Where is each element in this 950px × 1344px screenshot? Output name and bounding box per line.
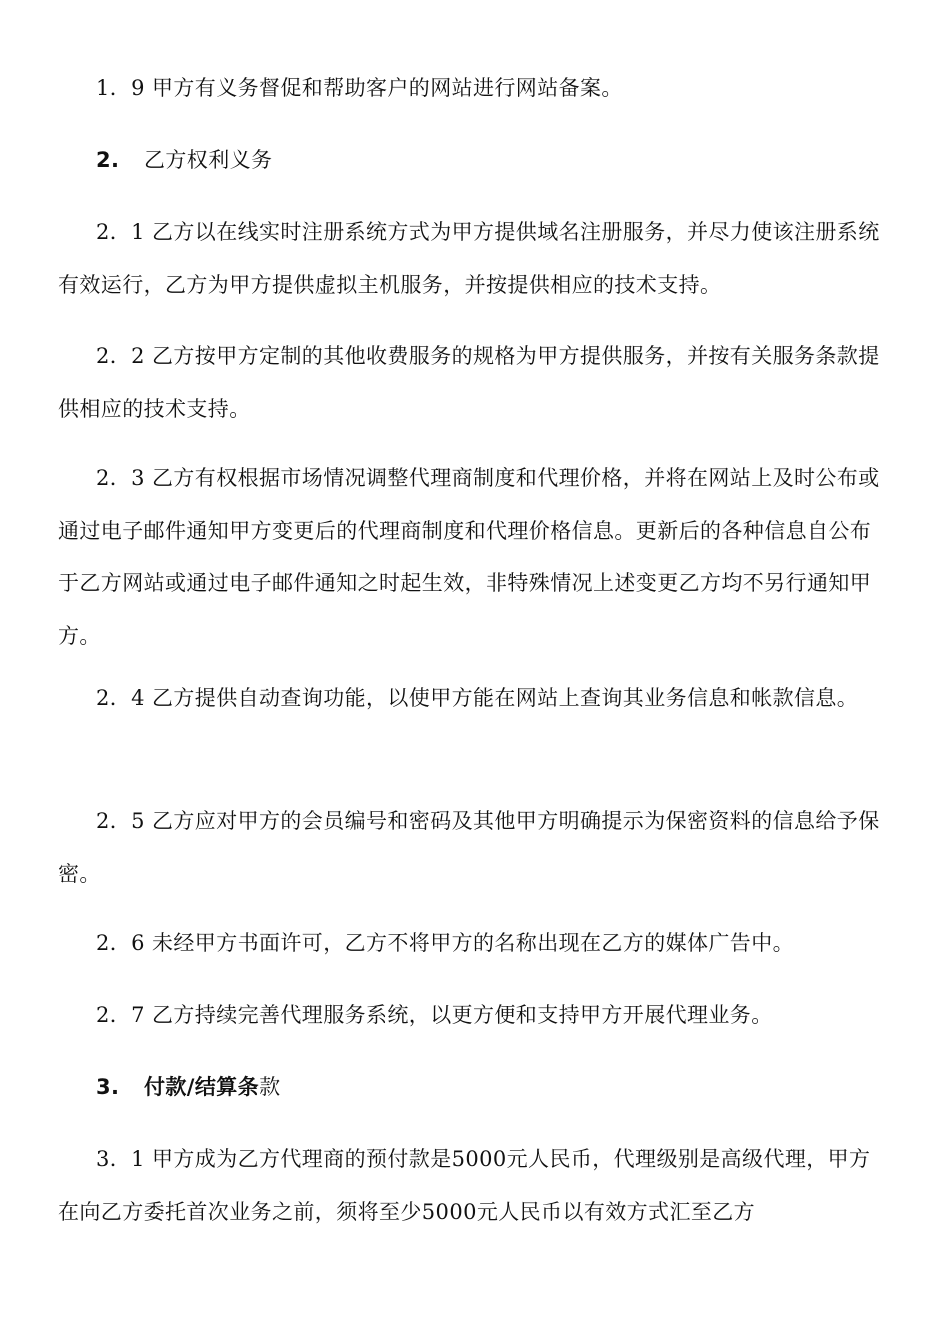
section-2-number: 2. bbox=[96, 148, 120, 172]
clause-2-4: 2．4 乙方提供自动查询功能，以使甲方能在网站上查询其业务信息和帐款信息。 bbox=[96, 686, 859, 710]
clause-2-1: 2．1 乙方以在线实时注册系统方式为甲方提供域名注册服务，并尽力使该注册系统有效运行，乙方为甲方提供虚拟主机服务，并按提供相应的技术支持。 bbox=[58, 220, 880, 297]
clause-2-2: 2．2 乙方按甲方定制的其他收费服务的规格为甲方提供服务，并按有关服务条款提供相应的技术支持。 bbox=[58, 344, 880, 421]
clause-3-1: 3．1 甲方成为乙方代理商的预付款是5000元人民币，代理级别是高级代理，甲方在向乙方委托首次业务之前，须将至少5000元人民币以有效方式汇至乙方 bbox=[58, 1147, 871, 1224]
clause-2-5: 2．5 乙方应对甲方的会员编号和密码及其他甲方明确提示为保密资料的信息给予保密。 bbox=[58, 809, 880, 886]
section-3-heading bbox=[96, 1061, 280, 1114]
section-2-title: 乙方权利义务 bbox=[144, 148, 273, 172]
section-3-number: 3. bbox=[96, 1075, 120, 1099]
clause-1-9: 1．9 甲方有义务督促和帮助客户的网站进行网站备案。 bbox=[96, 76, 623, 100]
clause-2-7: 2．7 乙方持续完善代理服务系统，以更方便和支持甲方开展代理业务。 bbox=[96, 1003, 773, 1027]
section-2-heading bbox=[96, 134, 272, 187]
section-3-title-rest: 款 bbox=[259, 1075, 281, 1099]
clause-2-3: 2．3 乙方有权根据市场情况调整代理商制度和代理价格，并将在网站上及时公布或通过电子邮件通知甲方变更后的代理商制度和代理价格信息。更新后的各种信息自公布于乙方网站或通过电子邮件通知之时起生效，非特殊情况上述变更乙方均不另行通知甲方。 bbox=[58, 466, 880, 648]
section-3-title-bold: 付款/结算条 bbox=[144, 1075, 260, 1099]
clause-2-6: 2．6 未经甲方书面许可，乙方不将甲方的名称出现在乙方的媒体广告中。 bbox=[96, 931, 794, 955]
